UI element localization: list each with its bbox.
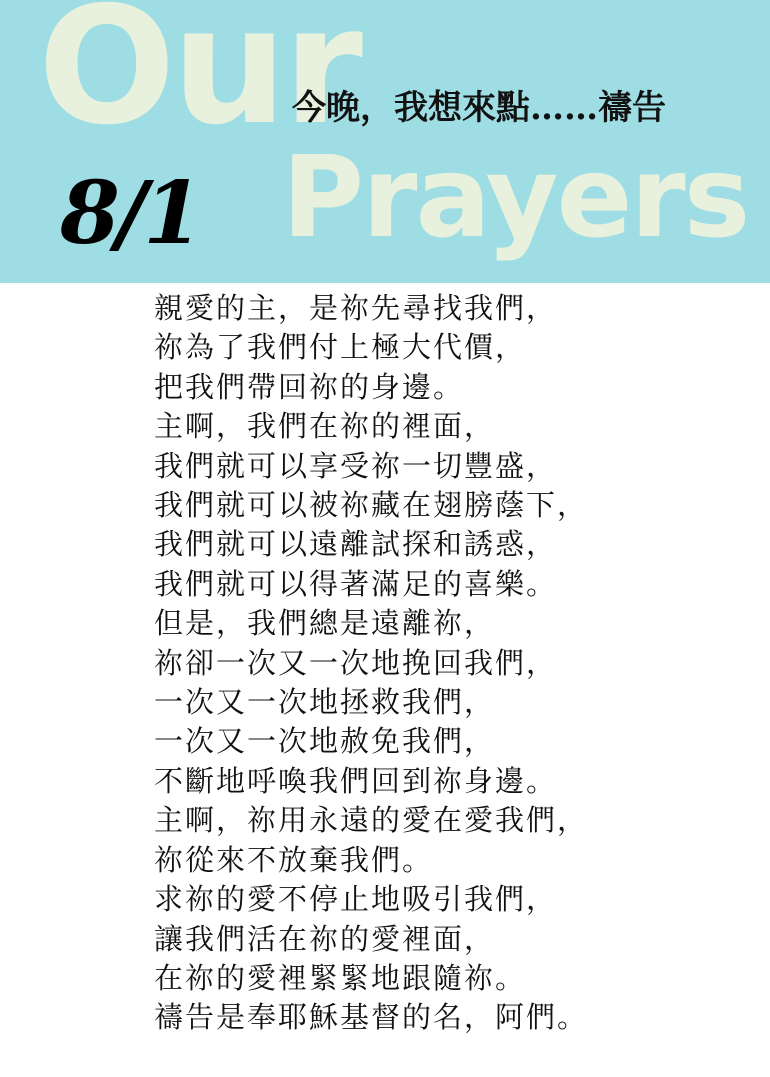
prayer-line: 把我們帶回祢的身邊。 (154, 369, 465, 404)
prayer-text (154, 289, 754, 1038)
prayer-line: 祢為了我們付上極大代價， (154, 330, 527, 365)
title-prayers: Prayers (282, 133, 749, 263)
prayer-line: 禱告是奉耶穌基督的名，阿們。 (154, 1000, 589, 1035)
prayer-line: 一次又一次地赦免我們， (154, 724, 496, 759)
prayer-line: 我們就可以被祢藏在翅膀蔭下， (154, 488, 589, 523)
prayer-line: 親愛的主，是祢先尋找我們， (154, 291, 558, 325)
prayer-line: 但是，我們總是遠離祢， (154, 606, 496, 641)
prayer-line: 祢卻一次又一次地挽回我們， (154, 645, 558, 680)
prayer-line: 主啊，祢用永遠的愛在愛我們， (154, 803, 589, 838)
prayer-line: 我們就可以遠離試探和誘惑， (154, 527, 558, 562)
prayer-line: 主啊，我們在祢的裡面， (154, 409, 496, 444)
prayer-line: 讓我們活在祢的愛裡面， (154, 921, 496, 956)
date-label: 8/1 (60, 163, 200, 264)
prayer-line: 在祢的愛裡緊緊地跟隨祢。 (154, 960, 527, 995)
header-banner (0, 0, 770, 283)
prayer-line: 不斷地呼喚我們回到祢身邊。 (154, 763, 558, 798)
title-our: Our (38, 0, 359, 161)
prayer-line: 祢從來不放棄我們。 (154, 842, 434, 877)
prayer-line: 我們就可以得著滿足的喜樂。 (154, 566, 558, 601)
prayer-line: 我們就可以享受祢一切豐盛， (154, 448, 558, 483)
prayer-line: 一次又一次地拯救我們， (154, 685, 496, 720)
prayer-line: 求祢的愛不停止地吸引我們， (154, 882, 558, 917)
subtitle: 今晚，我想來點……禱告 (292, 88, 666, 128)
